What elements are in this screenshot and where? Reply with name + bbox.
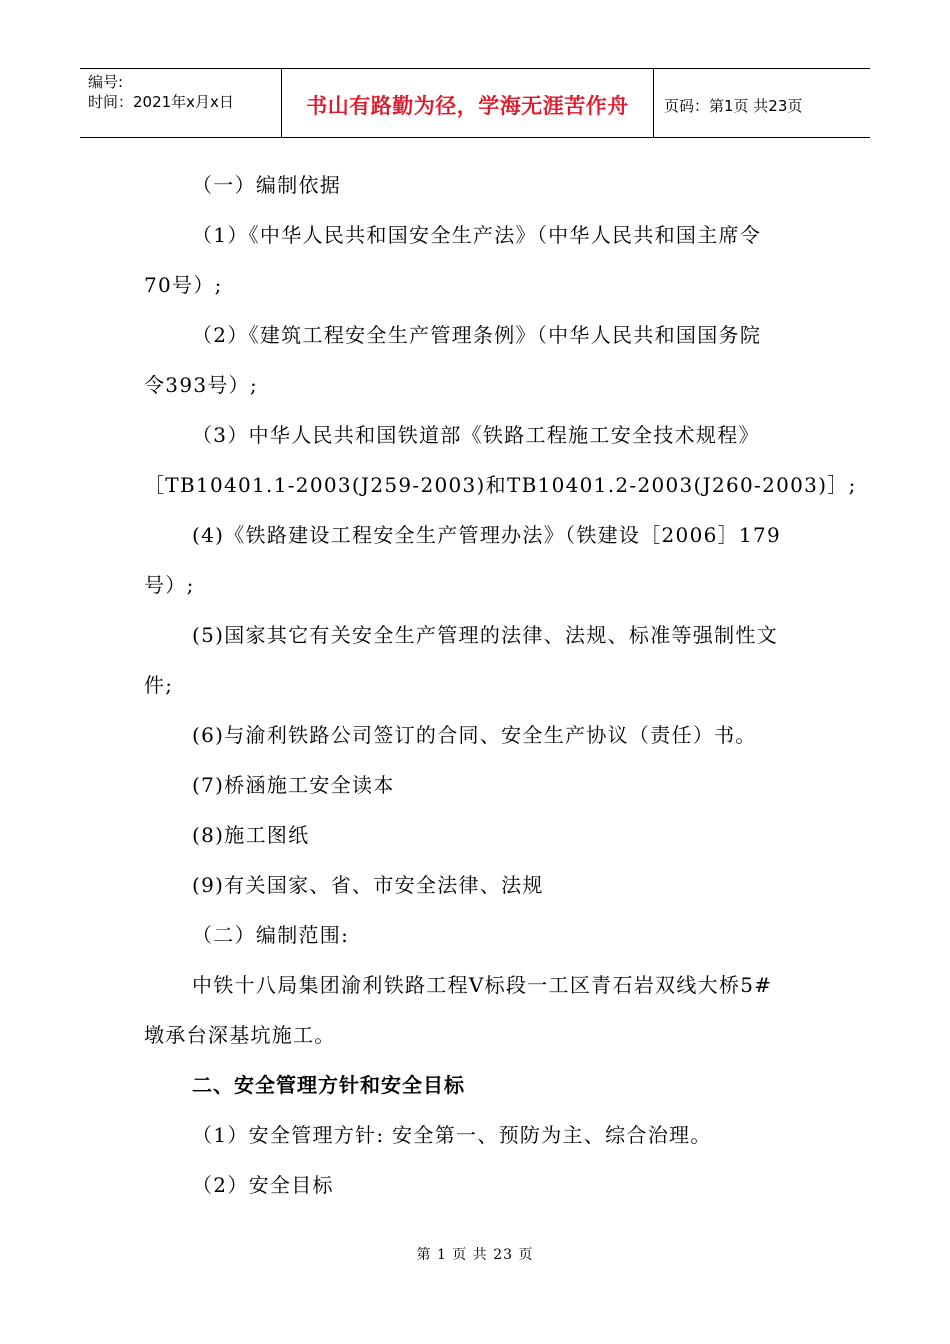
basis-item-2: （2）《建筑工程安全生产管理条例》（中华人民共和国国务院	[192, 323, 762, 347]
header-meta-cell	[80, 69, 282, 137]
basis-item-5-cont: 件;	[144, 673, 174, 697]
basis-item-8: (8)施工图纸	[192, 823, 310, 847]
document-header	[80, 68, 870, 138]
basis-item-1-cont: 70号）;	[144, 273, 223, 297]
basis-item-3: （3）中华人民共和国铁道部《铁路工程施工安全技术规程》	[192, 423, 760, 447]
basis-item-7: (7)桥涵施工安全读本	[192, 773, 395, 797]
section-two-heading: 二、安全管理方针和安全目标	[192, 1073, 465, 1097]
section-basis-title: （一）编制依据	[192, 173, 342, 197]
number-label: 编号:	[88, 73, 124, 91]
basis-item-3-cont: ［TB10401.1-2003(J259-2003)和TB10401.2-2003(J260-2003)］;	[144, 473, 857, 497]
section-scope-title: （二）编制范围:	[192, 923, 350, 947]
basis-item-4-cont: 号）;	[144, 573, 195, 597]
motto-text: 书山有路勤为径，学海无涯苦作舟	[306, 94, 629, 118]
basis-item-4: (4)《铁路建设工程安全生产管理办法》（铁建设［2006］179	[192, 523, 782, 547]
page-info: 页码：第1页 共23页	[664, 96, 803, 115]
scope-text-cont: 墩承台深基坑施工。	[144, 1023, 336, 1047]
basis-item-5: (5)国家其它有关安全生产管理的法律、法规、标准等强制性文	[192, 623, 779, 647]
scope-text: 中铁十八局集团渝利铁路工程Ⅴ标段一工区青石岩双线大桥5#	[192, 973, 773, 997]
document-body	[144, 160, 857, 1210]
policy-item-1: （1）安全管理方针: 安全第一、预防为主、综合治理。	[192, 1123, 712, 1147]
header-page-cell	[654, 69, 870, 137]
basis-item-2-cont: 令393号）;	[144, 373, 259, 397]
basis-item-1: （1）《中华人民共和国安全生产法》（中华人民共和国主席令	[192, 223, 762, 247]
page-footer: 第 1 页 共 23 页	[416, 1247, 534, 1263]
basis-item-9: (9)有关国家、省、市安全法律、法规	[192, 873, 544, 897]
time-label: 时间：2021年x月x日	[88, 93, 234, 111]
basis-item-6: (6)与渝利铁路公司签订的合同、安全生产协议（责任）书。	[192, 723, 757, 747]
policy-item-2: （2）安全目标	[192, 1173, 334, 1197]
header-motto-cell	[282, 69, 654, 137]
